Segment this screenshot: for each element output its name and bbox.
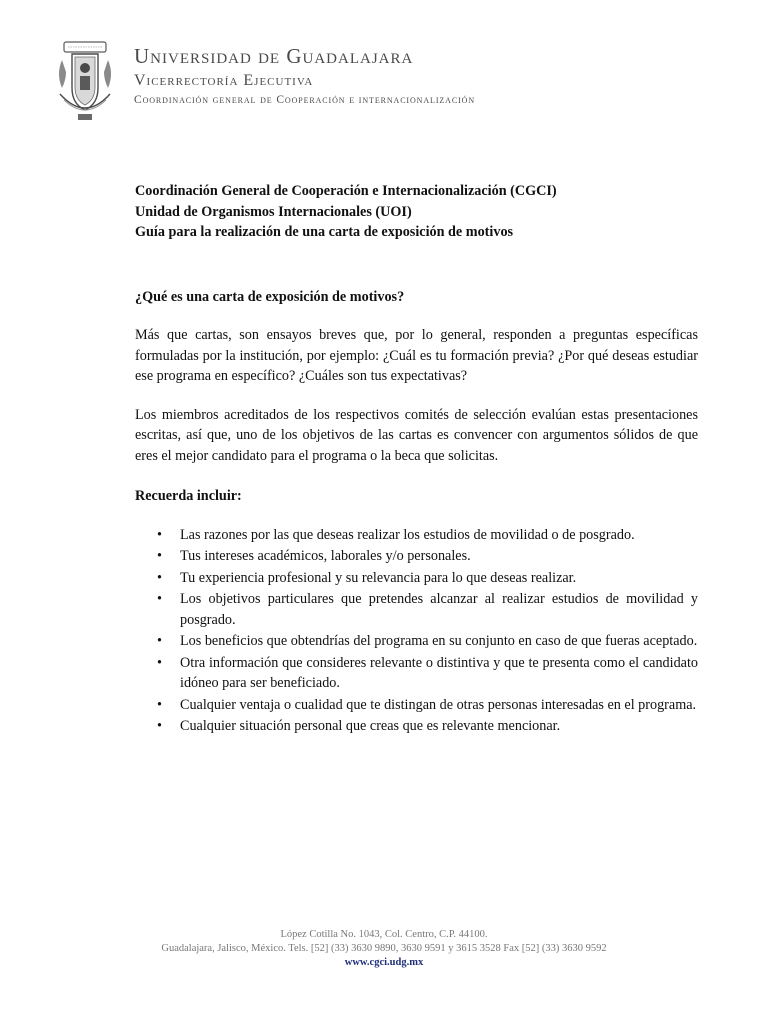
header-line-uoi: Unidad de Organismos Internacionales (UOI): [135, 203, 412, 220]
university-crest-icon: [54, 38, 116, 124]
include-list: [135, 525, 698, 737]
list-item-text: Tu experiencia profesional y su relevancia para lo que deseas realizar.: [180, 569, 577, 586]
university-name: Universidad de Guadalajara: [134, 44, 414, 68]
list-item: [135, 653, 698, 694]
list-item: [135, 695, 698, 716]
bullet-icon: •: [157, 569, 162, 586]
document-body: [135, 181, 698, 738]
list-item: [135, 568, 698, 589]
bullet-icon: •: [157, 548, 162, 564]
footer: [0, 928, 768, 970]
vicerrectoria-name: Vicerrectoría Ejecutiva: [134, 72, 314, 89]
paragraph-evaluation: Los miembros acreditados de los respectivos comités de selección evalúan estas presentaciones escritas, así que, uno de los objetivos de las cartas es convencer con argumentos sólidos de que eres el mejor candidato para el programa o la beca que solicitas.: [135, 406, 698, 464]
document-title: Guía para la realización de una carta de exposición de motivos: [135, 224, 514, 240]
list-item-text: Las razones por las que deseas realizar los estudios de movilidad o de posgrado.: [180, 526, 635, 543]
list-item-text: Los objetivos particulares que pretendes alcanzar al realizar estudios de movilidad y posgrado.: [180, 591, 698, 628]
bullet-icon: •: [157, 591, 162, 607]
footer-address: López Cotilla No. 1043, Col. Centro, C.P. 44100.: [280, 929, 488, 940]
footer-website-link[interactable]: www.cgci.udg.mx: [344, 957, 424, 968]
list-item: [135, 631, 698, 652]
header-line-cgci: Coordinación General de Cooperación e Internacionalización (CGCI): [135, 183, 557, 199]
list-item-text: Cualquier ventaja o cualidad que te distingan de otras personas interesadas en el programa.: [180, 696, 697, 713]
section-question-heading: ¿Qué es una carta de exposición de motivos?: [135, 288, 405, 305]
list-item-text: Tus intereses académicos, laborales y/o personales.: [180, 548, 471, 564]
bullet-icon: •: [157, 633, 162, 649]
letterhead: [54, 38, 574, 128]
footer-phones: Guadalajara, Jalisco, México. Tels. [52] (33) 3630 9890, 3630 9591 y 3615 3528 Fax [52] (33) 3630 9592: [161, 943, 607, 954]
paragraph-definition: Más que cartas, son ensayos breves que, por lo general, responden a preguntas específicas formuladas por la institución, por ejemplo: ¿Cuál es tu formación previa? ¿Por qué deseas estudiar ese programa en específico? ¿Cuáles son tus expectativas?: [135, 327, 698, 384]
list-item-text: Cualquier situación personal que creas que es relevante mencionar.: [180, 718, 561, 734]
list-item: [135, 546, 698, 567]
list-item: [135, 525, 698, 546]
list-item-text: Otra información que consideres relevante o distintiva y que te presenta como el candidato idóneo para ser beneficiado.: [180, 654, 698, 691]
list-item-text: Los beneficios que obtendrías del programa en su conjunto en caso de que fueras aceptado.: [180, 633, 698, 649]
bullet-icon: •: [157, 654, 162, 671]
list-item: [135, 589, 698, 630]
recuerda-heading: Recuerda incluir:: [135, 488, 242, 504]
coordinacion-name: Coordinación general de Cooperación e internacionalización: [134, 94, 476, 106]
bullet-icon: •: [157, 718, 162, 734]
bullet-icon: •: [157, 526, 162, 543]
bullet-icon: •: [157, 696, 162, 713]
list-item: [135, 716, 698, 737]
